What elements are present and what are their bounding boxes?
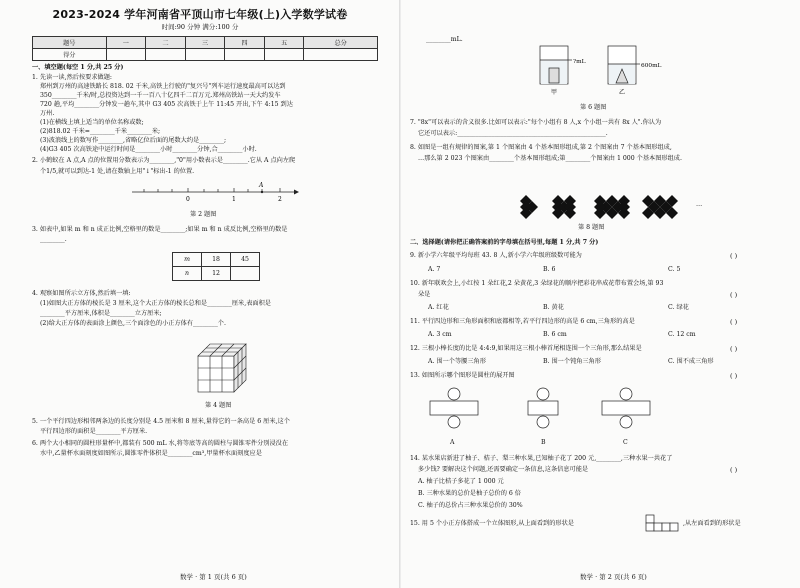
q10-line: 10. 新年联欢会上,小红按 1 朵红花,2 朵黄花,3 朵绿花的顺序把彩花串成花带布置会场,第 93: [410, 280, 664, 287]
measuring-cups-figure: [530, 40, 670, 102]
q9-answer-paren[interactable]: ( ): [730, 252, 738, 260]
net-label-a: A: [450, 439, 455, 446]
q14-option[interactable]: B. 三种水果的总价是柚子总价的 6 倍: [418, 490, 521, 497]
score-header-cell: 题号: [33, 37, 107, 49]
time-score-line: 时间:90 分钟 满分:100 分: [161, 23, 239, 31]
q1-line: (3)波浪线上的数写作________,省略亿位后面的尾数大约是________;: [40, 137, 227, 144]
q12-option[interactable]: C. 围不成三角形: [668, 358, 714, 365]
q1-line: 350________千米/时,总投资达到一千一百八十亿四千二百万元.郑州高铁站一天大约发车: [40, 92, 281, 99]
q4-line: ________平方厘米,体积是________立方厘米;: [40, 310, 162, 317]
score-cell[interactable]: [304, 49, 378, 61]
score-header-cell: 四: [225, 37, 265, 49]
cup-b-label: 600mL: [641, 63, 662, 69]
q11-option[interactable]: B. 6 cm: [543, 331, 567, 338]
score-header-cell: 五: [264, 37, 304, 49]
cup-a-name: 甲: [551, 89, 558, 96]
q4-line: 4. 观察如图所示立方体,然后填一填:: [32, 290, 131, 297]
q10-line: 朵是: [418, 291, 431, 298]
net-option-b[interactable]: [518, 386, 568, 436]
q12-option[interactable]: B. 围一个钝角三角形: [543, 358, 601, 365]
q8-line: …那么第 2 023 个图案由________个基本图形组成;第________个图案由 1 000 个基本图形组成.: [418, 155, 682, 162]
mn-cell: 12: [202, 267, 231, 281]
q9-line: 9. 新小学六年级平均每班 43. 8 人,新小学六年级班级数可能为: [410, 252, 582, 259]
page-2-footer: 数学 · 第 2 页(共 6 页): [580, 573, 647, 581]
section-2-heading: 二、选择题(请你把正确答案前的字母填在括号里,每题 1 分,共 7 分): [410, 239, 599, 246]
q2-line: 个1/5,就可以到达-1 处,请在数轴上用"↓"标出-1 的位置.: [40, 168, 195, 175]
net-label-b: B: [541, 439, 546, 446]
mn-blank-cell[interactable]: [231, 267, 260, 281]
q12-line: 12. 三根小棒长度的比是 4:4:9,如果用这三根小棒首尾相连围一个三角形,那么结果是: [410, 345, 642, 352]
q1-line: 1. 先读一读,然后按要求做题:: [32, 74, 112, 81]
pattern-figure: [516, 192, 692, 220]
cup-a-label: ?mL: [573, 59, 586, 65]
top-view-figure: [645, 514, 685, 532]
cup-b-name: 乙: [619, 89, 626, 96]
score-row-label: 得分: [33, 49, 107, 61]
q14-answer-paren[interactable]: ( ): [730, 466, 738, 474]
page-2: [400, 0, 800, 588]
score-cell[interactable]: [225, 49, 265, 61]
score-header-cell: 总分: [304, 37, 378, 49]
fig2-caption: 第 2 题图: [190, 211, 217, 218]
pattern-ellipsis: …: [696, 201, 703, 208]
q7-line: 7. "8x"可以表示的含义很多.比如可以表示:"每个小组有 8 人,x 个小组一共有 8x 人".你认为: [410, 119, 662, 126]
section-1-heading: 一、填空题(每空 1 分,共 25 分): [32, 64, 124, 71]
q2-line: 2. 小鹤蚁在 A 点,A 点的位置用分数表示为________,"0"用小数表示是________.它从 A 点向左爬: [32, 157, 296, 164]
score-cell[interactable]: [106, 49, 146, 61]
q12-answer-paren[interactable]: ( ): [730, 345, 738, 353]
cube-figure: [192, 338, 252, 396]
q3-line: 3. 如表中,如果 m 和 n 成正比例,空格里的数是________;如果 m 和 n 成反比例,空格里的数是: [32, 226, 288, 233]
q9-option[interactable]: A. 7: [428, 266, 441, 273]
axis-label-1: 1: [232, 196, 236, 203]
q15-line: 15. 用 5 个小正方体搭成一个立体图形,从上面看到的形状是: [410, 520, 574, 527]
q1-line: 720 趟,平均________分钟发一趟车,其中 G3 405 次高铁于上午 11:45 开出,下午 4:15 到达: [40, 101, 293, 108]
score-cell[interactable]: [185, 49, 225, 61]
q1-line: (4)G3 405 次高铁途中运行时间是________小时________分钟,合________小时.: [40, 146, 257, 153]
score-table: [32, 36, 378, 61]
q7-line: 它还可以表示:________________________________________________.: [418, 130, 608, 137]
axis-label-2: 2: [278, 196, 282, 203]
fig8-caption: 第 8 题图: [578, 224, 605, 231]
q4-line: (1)如图大正方体的棱长是 3 厘米,这个大正方体的棱长总和是________厘米,表面积是: [40, 300, 271, 307]
q11-line: 11. 平行四边形和三角形面积和底都相等,若平行四边形的高是 6 cm,三角形的高是: [410, 318, 635, 325]
mn-cell: 45: [231, 253, 260, 267]
q5-line: 5. 一个平行四边形相邻两条边的长度分别是 4.5 厘米和 8 厘米,量得它的一条高是 6 厘米,这个: [32, 418, 290, 425]
number-line-figure: [130, 182, 300, 204]
q11-option[interactable]: A. 3 cm: [428, 331, 452, 338]
q13-line: 13. 如图所示哪个图形是圆柱的展开图: [410, 372, 515, 379]
q1-line: 万州.: [40, 110, 55, 117]
mn-cell: 18: [202, 253, 231, 267]
q9-option[interactable]: C. 5: [668, 266, 681, 273]
q1-line: (2)818.02 千米=________千米________米;: [40, 128, 161, 135]
q10-option[interactable]: A. 红花: [428, 304, 449, 311]
q5-line: 平行四边形的面积是________平方厘米.: [40, 428, 148, 435]
net-option-c[interactable]: [596, 386, 656, 436]
score-header-cell: 一: [106, 37, 146, 49]
mn-cell: n: [173, 267, 202, 281]
q8-line: 8. 如图是一组有规律的图案,第 1 个图案由 4 个基本图形组成,第 2 个图案由 7 个基本图形组成,: [410, 144, 672, 151]
q4-line: (2)给大正方体的表面涂上颜色,三个面涂色的小正方体有________个.: [40, 320, 226, 327]
exam-title: 2023-2024 学年河南省平顶山市七年级(上)入学数学试卷: [52, 8, 348, 21]
net-label-c: C: [623, 439, 628, 446]
q11-answer-paren[interactable]: ( ): [730, 318, 738, 326]
q14-option[interactable]: C. 柚子的总价占三种水果总价的 30%: [418, 502, 523, 509]
q1-line: (1)在横线上填上适当的单位名称或数;: [40, 119, 144, 126]
score-cell[interactable]: [264, 49, 304, 61]
q6-line: 6. 两个大小相同的圆柱形量杯中,都装有 500 mL 水,将等底等高的圆柱与圆锥零件分别浸没在: [32, 440, 289, 447]
q11-option[interactable]: C. 12 cm: [668, 331, 696, 338]
q12-option[interactable]: A. 围一个等腰三角形: [428, 358, 486, 365]
page-1-footer: 数学 · 第 1 页(共 6 页): [180, 573, 247, 581]
fig4-caption: 第 4 题图: [205, 402, 232, 409]
q14-line: 14. 某水果店新进了柚子、桔子、梨三种水果,已知柚子花了 200 元,________,三种水果一共花了: [410, 455, 673, 462]
fig6-caption: 第 6 题图: [580, 104, 607, 111]
q15-line: ,从左面看到的形状是: [683, 520, 741, 527]
q6-line: 水中,乙量杯水面刻度如图所示,圆锥零件体积是________cm³,甲量杯水面刻度应是: [40, 450, 262, 457]
q13-answer-paren[interactable]: ( ): [730, 372, 738, 380]
q3-mn-table: [172, 252, 260, 281]
q9-option[interactable]: B. 6: [543, 266, 556, 273]
q6-tail: ________mL.: [426, 36, 463, 43]
q14-option[interactable]: A. 柚子比桔子多花了 1 000 元: [418, 478, 504, 485]
q3-line: ________.: [40, 236, 67, 243]
mn-cell: m: [173, 253, 202, 267]
score-header-cell: 二: [146, 37, 186, 49]
q14-line: 多少钱? 要解决这个问题,还需要确定一条信息,这条信息可能是: [418, 466, 589, 473]
axis-label-0: 0: [186, 196, 190, 203]
q1-line: 郑州到万州的高速铁路长 818. 02 千米,高铁上行驶的"复兴号"列车运行速度最高可以达到: [40, 83, 286, 90]
point-a: [261, 191, 263, 193]
net-option-a[interactable]: [424, 386, 484, 436]
score-header-cell: 三: [185, 37, 225, 49]
q10-answer-paren[interactable]: ( ): [730, 291, 738, 299]
q10-option[interactable]: C. 绿花: [668, 304, 689, 311]
q10-option[interactable]: B. 黄花: [543, 304, 564, 311]
axis-label-a: A: [259, 182, 264, 189]
score-cell[interactable]: [146, 49, 186, 61]
